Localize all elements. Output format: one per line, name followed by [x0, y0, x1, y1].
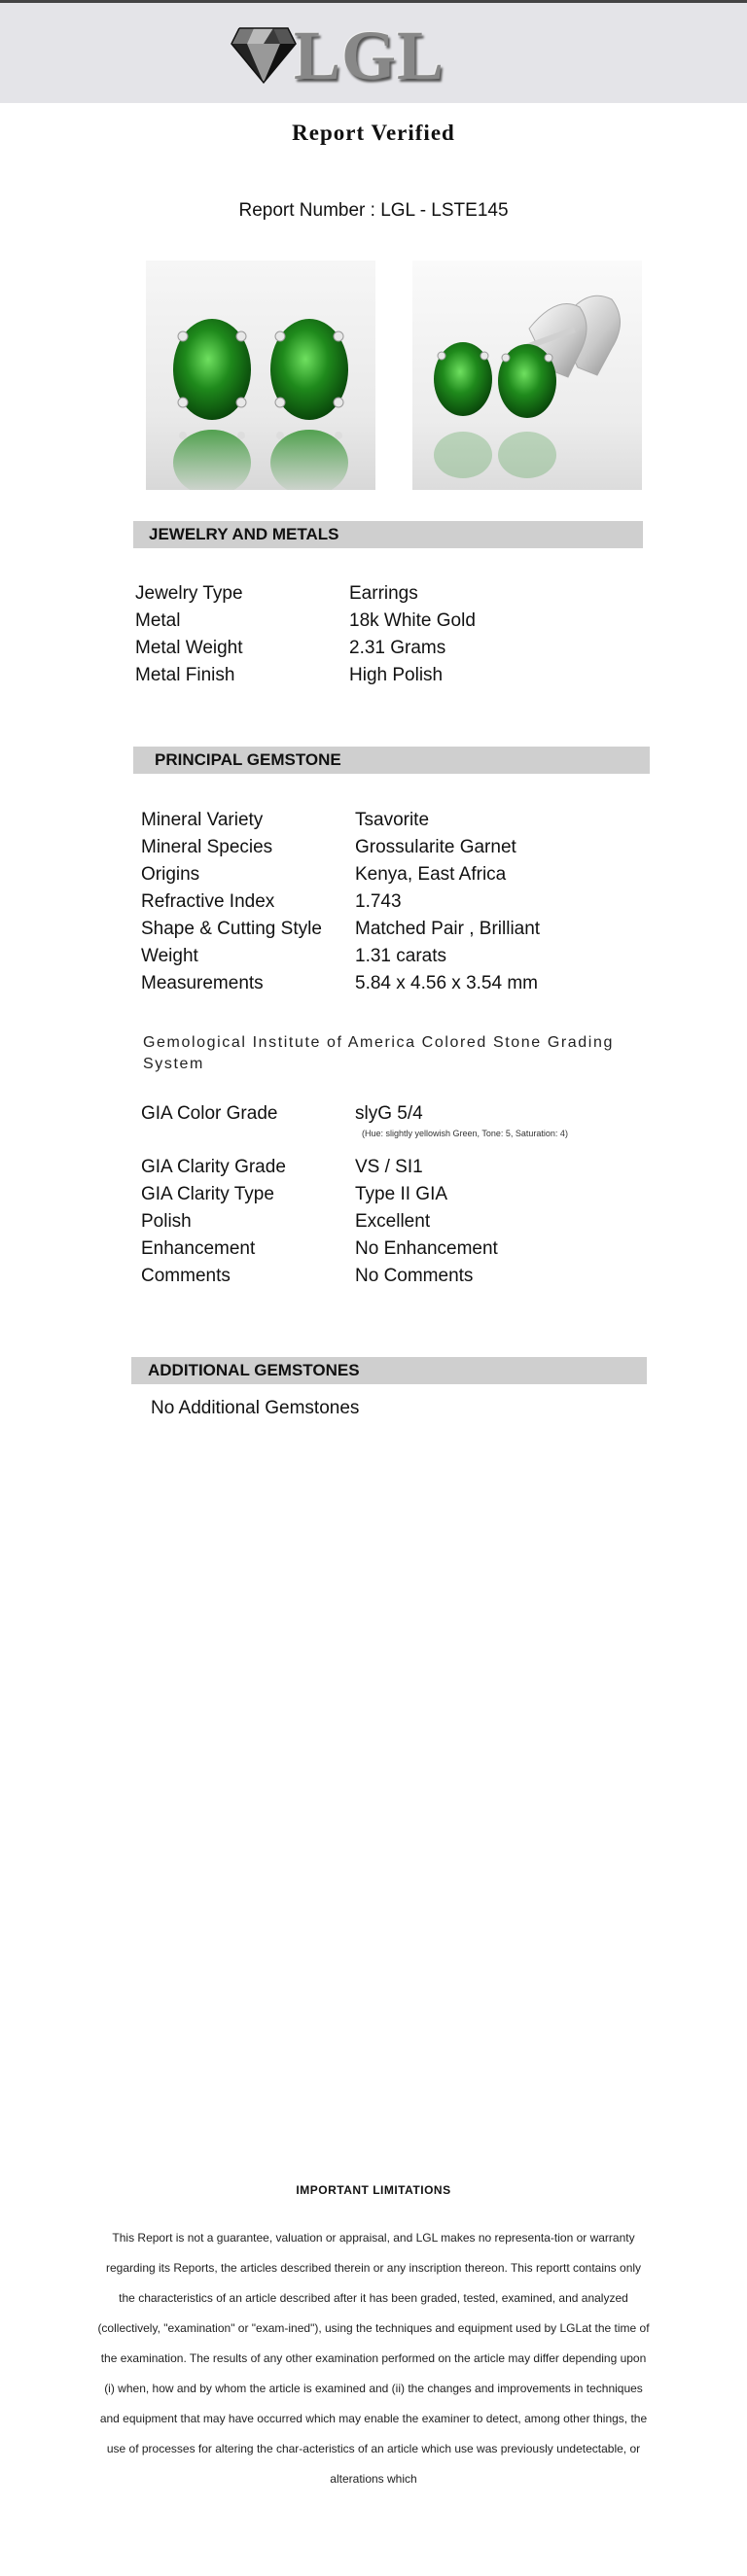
detail-value: Matched Pair , Brilliant — [355, 919, 541, 939]
detail-label: Polish — [141, 1211, 192, 1232]
limitations-title: IMPORTANT LIMITATIONS — [296, 2183, 451, 2197]
detail-label: Origins — [141, 864, 200, 885]
detail-value: Grossularite Garnet — [355, 837, 516, 857]
header-banner — [0, 3, 747, 103]
earrings-front-photo — [146, 261, 375, 490]
detail-value: Kenya, East Africa — [355, 864, 507, 885]
detail-label: Mineral Species — [141, 837, 273, 857]
jewelry-section-header: JEWELRY AND METALS — [133, 521, 643, 548]
detail-value: VS / SI1 — [355, 1157, 423, 1177]
detail-label: GIA Color Grade — [141, 1103, 278, 1124]
limitations-text: This Report is not a guarantee, valuation or appraisal, and LGL makes no representa-tion or warranty regarding its Reports, the articles described therein or any inscription thereon. This reportt contains only the characteristics of an article described after it has been graded, tested, examined, and analyzed (collectively, "examination" or "exam-ined"), using the techniques and equipment used by LGLat the time of the examination. The results of any other examination performed on the article may differ depending upon (i) when, how and by whom the article is examined and (ii) the changes and improvements in techniques and equipment that may have occurred which may enable the examiner to detect, among other things, the use of processes for altering the char-acteristics of an article which use was previously undetectable, or alterations which — [97, 2231, 650, 2486]
detail-value: 5.84 x 4.56 x 3.54 mm — [355, 973, 538, 993]
detail-value: Earrings — [349, 583, 418, 604]
detail-value: slyG 5/4 — [355, 1103, 423, 1124]
detail-value: 1.31 carats — [355, 946, 446, 966]
emerald-earrings-front-photo-icon — [146, 261, 375, 490]
detail-value: No Comments — [355, 1266, 474, 1286]
detail-value: 18k White Gold — [349, 610, 476, 631]
detail-label: Refractive Index — [141, 891, 275, 912]
gia-color-note: (Hue: slightly yellowish Green, Tone: 5, Saturation: 4) — [362, 1129, 568, 1138]
logo-text: LGL — [294, 17, 445, 94]
detail-label: Metal Finish — [135, 665, 235, 685]
principal-gemstone-header: PRINCIPAL GEMSTONE — [133, 747, 650, 774]
detail-value: 1.743 — [355, 891, 402, 912]
detail-label: Mineral Variety — [141, 810, 264, 830]
detail-value: High Polish — [349, 665, 444, 685]
detail-label: Jewelry Type — [135, 583, 243, 604]
earrings-side-photo — [412, 261, 642, 490]
detail-label: Metal — [135, 610, 181, 631]
additional-gemstones-text: No Additional Gemstones — [151, 1398, 360, 1418]
detail-label: Metal Weight — [135, 638, 243, 658]
additional-gemstones-header: ADDITIONAL GEMSTONES — [131, 1357, 647, 1384]
detail-value: 2.31 Grams — [349, 638, 446, 658]
detail-value: No Enhancement — [355, 1238, 498, 1259]
detail-value: Type II GIA — [355, 1184, 448, 1204]
gia-system-title: Gemological Institute of America Colored Stone Grading System — [143, 1034, 614, 1072]
detail-value: Tsavorite — [355, 810, 430, 830]
lgl-logo — [226, 17, 479, 94]
detail-value: Excellent — [355, 1211, 431, 1232]
detail-label: GIA Clarity Grade — [141, 1157, 286, 1177]
page-title: Report Verified — [292, 121, 455, 145]
detail-label: Comments — [141, 1266, 231, 1286]
detail-label: Enhancement — [141, 1238, 256, 1259]
detail-label: Shape & Cutting Style — [141, 919, 322, 939]
detail-label: Measurements — [141, 973, 264, 993]
detail-label: GIA Clarity Type — [141, 1184, 274, 1204]
report-number: Report Number : LGL - LSTE145 — [238, 200, 509, 221]
diamond-icon — [230, 24, 298, 85]
detail-label: Weight — [141, 946, 198, 966]
gia-color-grade-row — [141, 1100, 423, 1128]
emerald-earrings-side-photo-icon — [412, 261, 642, 490]
